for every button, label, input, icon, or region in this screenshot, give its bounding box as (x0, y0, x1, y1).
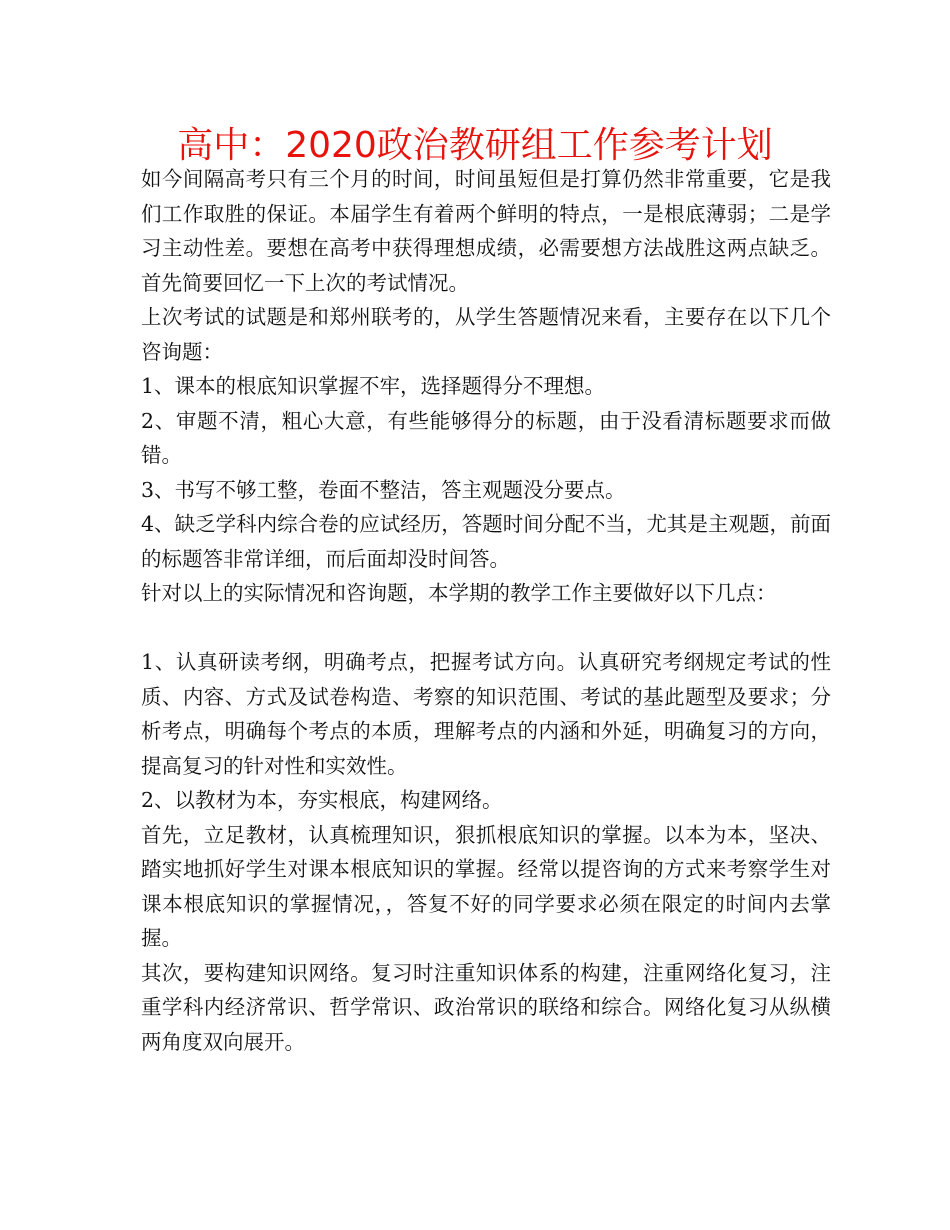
problem-item-4: 4、缺乏学科内综合卷的应试经历，答题时间分配不当，尤其是主观题，前面的标题答非常详细，而后面却没时间答。 (141, 512, 831, 571)
paragraph-second: 其次，要构建知识网络。复习时注重知识体系的构建，注重网络化复习，注重学科内经济常识、哲学常识、政治常识的联络和综合。网络化复习从纵横两角度双向展开。 (141, 960, 831, 1054)
paragraph-first: 首先，立足教材，认真梳理知识，狠抓根底知识的掌握。以本为本，坚决、踏实地抓好学生对课本根底知识的掌握。经常以提咨询的方式来考察学生对课本根底知识的掌握情况，，答复不好的同学要求必须在限定的时间内去掌握。 (141, 822, 831, 950)
paragraph-plan-intro: 针对以上的实际情况和咨询题，本学期的教学工作主要做好以下几点： (141, 581, 777, 605)
problem-item-3: 3、书写不够工整，卷面不整洁，答主观题没分要点。 (141, 477, 626, 502)
paragraph-last-exam: 上次考试的试题是和郑州联考的，从学生答题情况来看，主要存在以下几个咨询题： (141, 305, 831, 364)
plan-item-1: 1、认真研读考纲，明确考点，把握考试方向。认真研究考纲规定考试的性质、内容、方式及试卷构造、考察的知识范围、考试的基此题型及要求；分析考点，明确每个考点的本质，理解考点的内涵和外延，明确复习的方向，提高复习的针对性和实效性。 (141, 650, 831, 778)
plan-item-2: 2、以教材为本，夯实根底，构建网络。 (141, 788, 503, 812)
problem-item-2: 2、审题不清，粗心大意，有些能够得分的标题，由于没看清标题要求而做错。 (141, 408, 831, 467)
paragraph-intro: 如今间隔高考只有三个月的时间，时间虽短但是打算仍然非常重要，它是我们工作取胜的保证。本届学生有着两个鲜明的特点，一是根底薄弱；二是学习主动性差。要想在高考中获得理想成绩，必需要想方法战胜这两点缺乏。首先简要回忆一下上次的考试情况。 (141, 167, 831, 295)
document-title: 高中：2020政治教研组工作参考计划 (177, 125, 773, 166)
document-body (141, 162, 831, 1059)
blank-line (141, 611, 831, 646)
problem-item-1: 1、课本的根底知识掌握不牢，选择题得分不理想。 (141, 374, 606, 398)
